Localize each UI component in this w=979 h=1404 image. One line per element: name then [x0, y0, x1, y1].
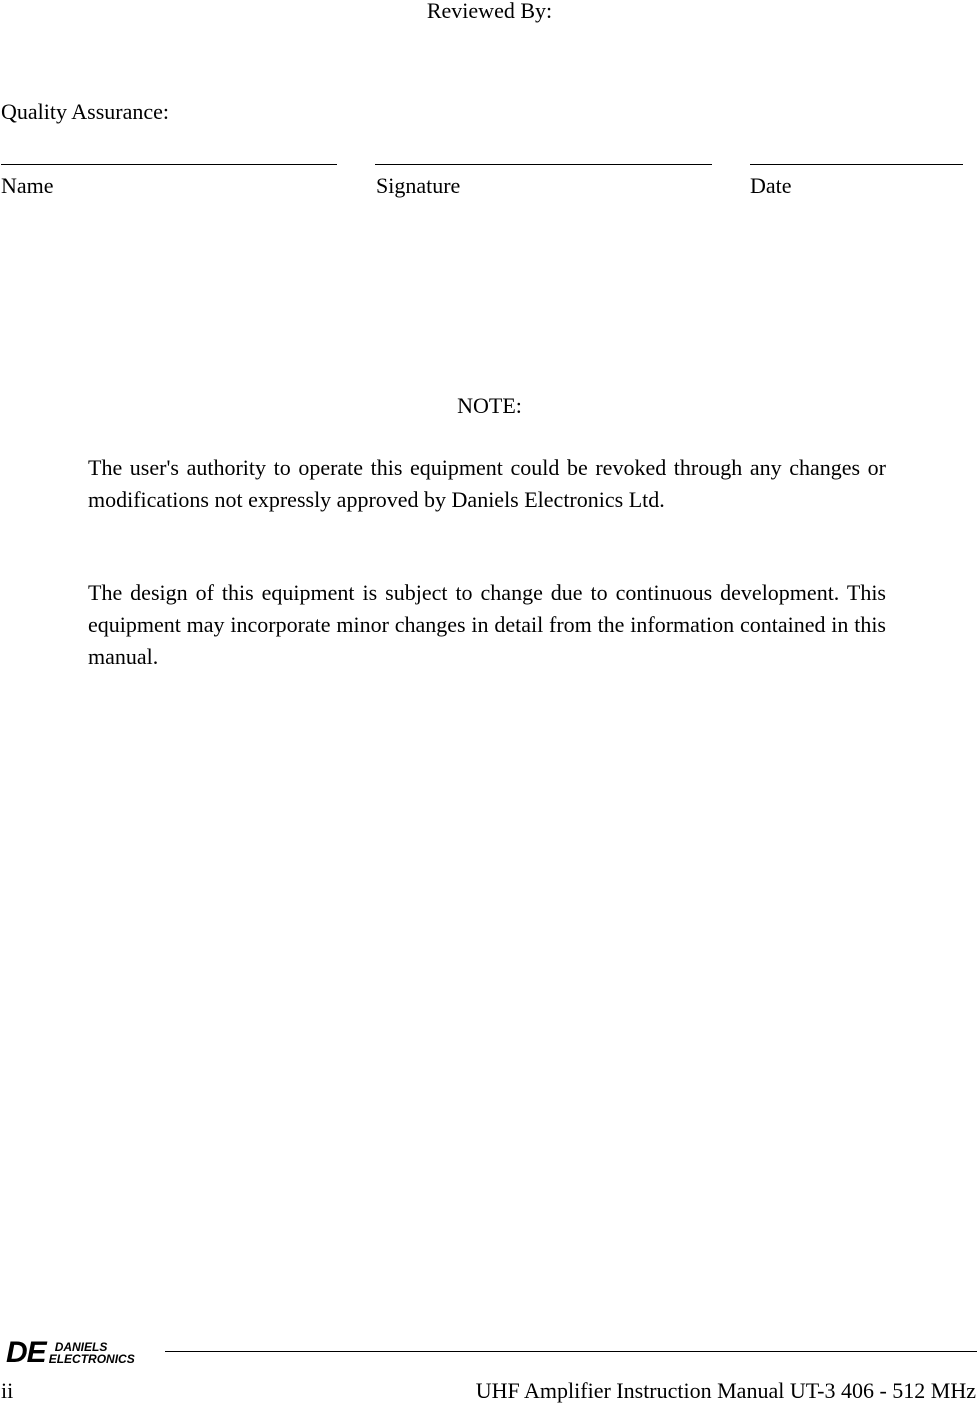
name-signature-line	[1, 164, 337, 165]
logo-word-daniels: DANIELS	[54, 1340, 108, 1354]
signature-field-label: Signature	[376, 173, 461, 198]
quality-assurance-label: Quality Assurance:	[1, 99, 170, 124]
date-field-label: Date	[750, 173, 792, 198]
reviewed-by-heading: Reviewed By:	[426, 0, 553, 23]
note-heading: NOTE:	[457, 393, 522, 418]
daniels-electronics-logo	[6, 1336, 135, 1370]
logo-mark: DE	[6, 1336, 46, 1369]
note-paragraph-authority: The user's authority to operate this equipment could be revoked through any changes or modifications not expressly approved by Daniels Electronics Ltd.	[88, 455, 886, 512]
logo-wordmark	[49, 1341, 135, 1365]
footer-rule	[165, 1351, 977, 1352]
name-field-label: Name	[1, 173, 54, 198]
note-paragraph-design-change: The design of this equipment is subject to change due to continuous development. This equipment may incorporate minor changes in detail from the information contained in this manual.	[88, 580, 886, 669]
page-number: ii	[1, 1378, 14, 1403]
signature-line	[375, 164, 712, 165]
date-signature-line	[750, 164, 963, 165]
document-title: UHF Amplifier Instruction Manual UT-3 406 - 512 MHz	[475, 1378, 976, 1403]
logo-word-electronics: ELECTRONICS	[48, 1352, 135, 1366]
